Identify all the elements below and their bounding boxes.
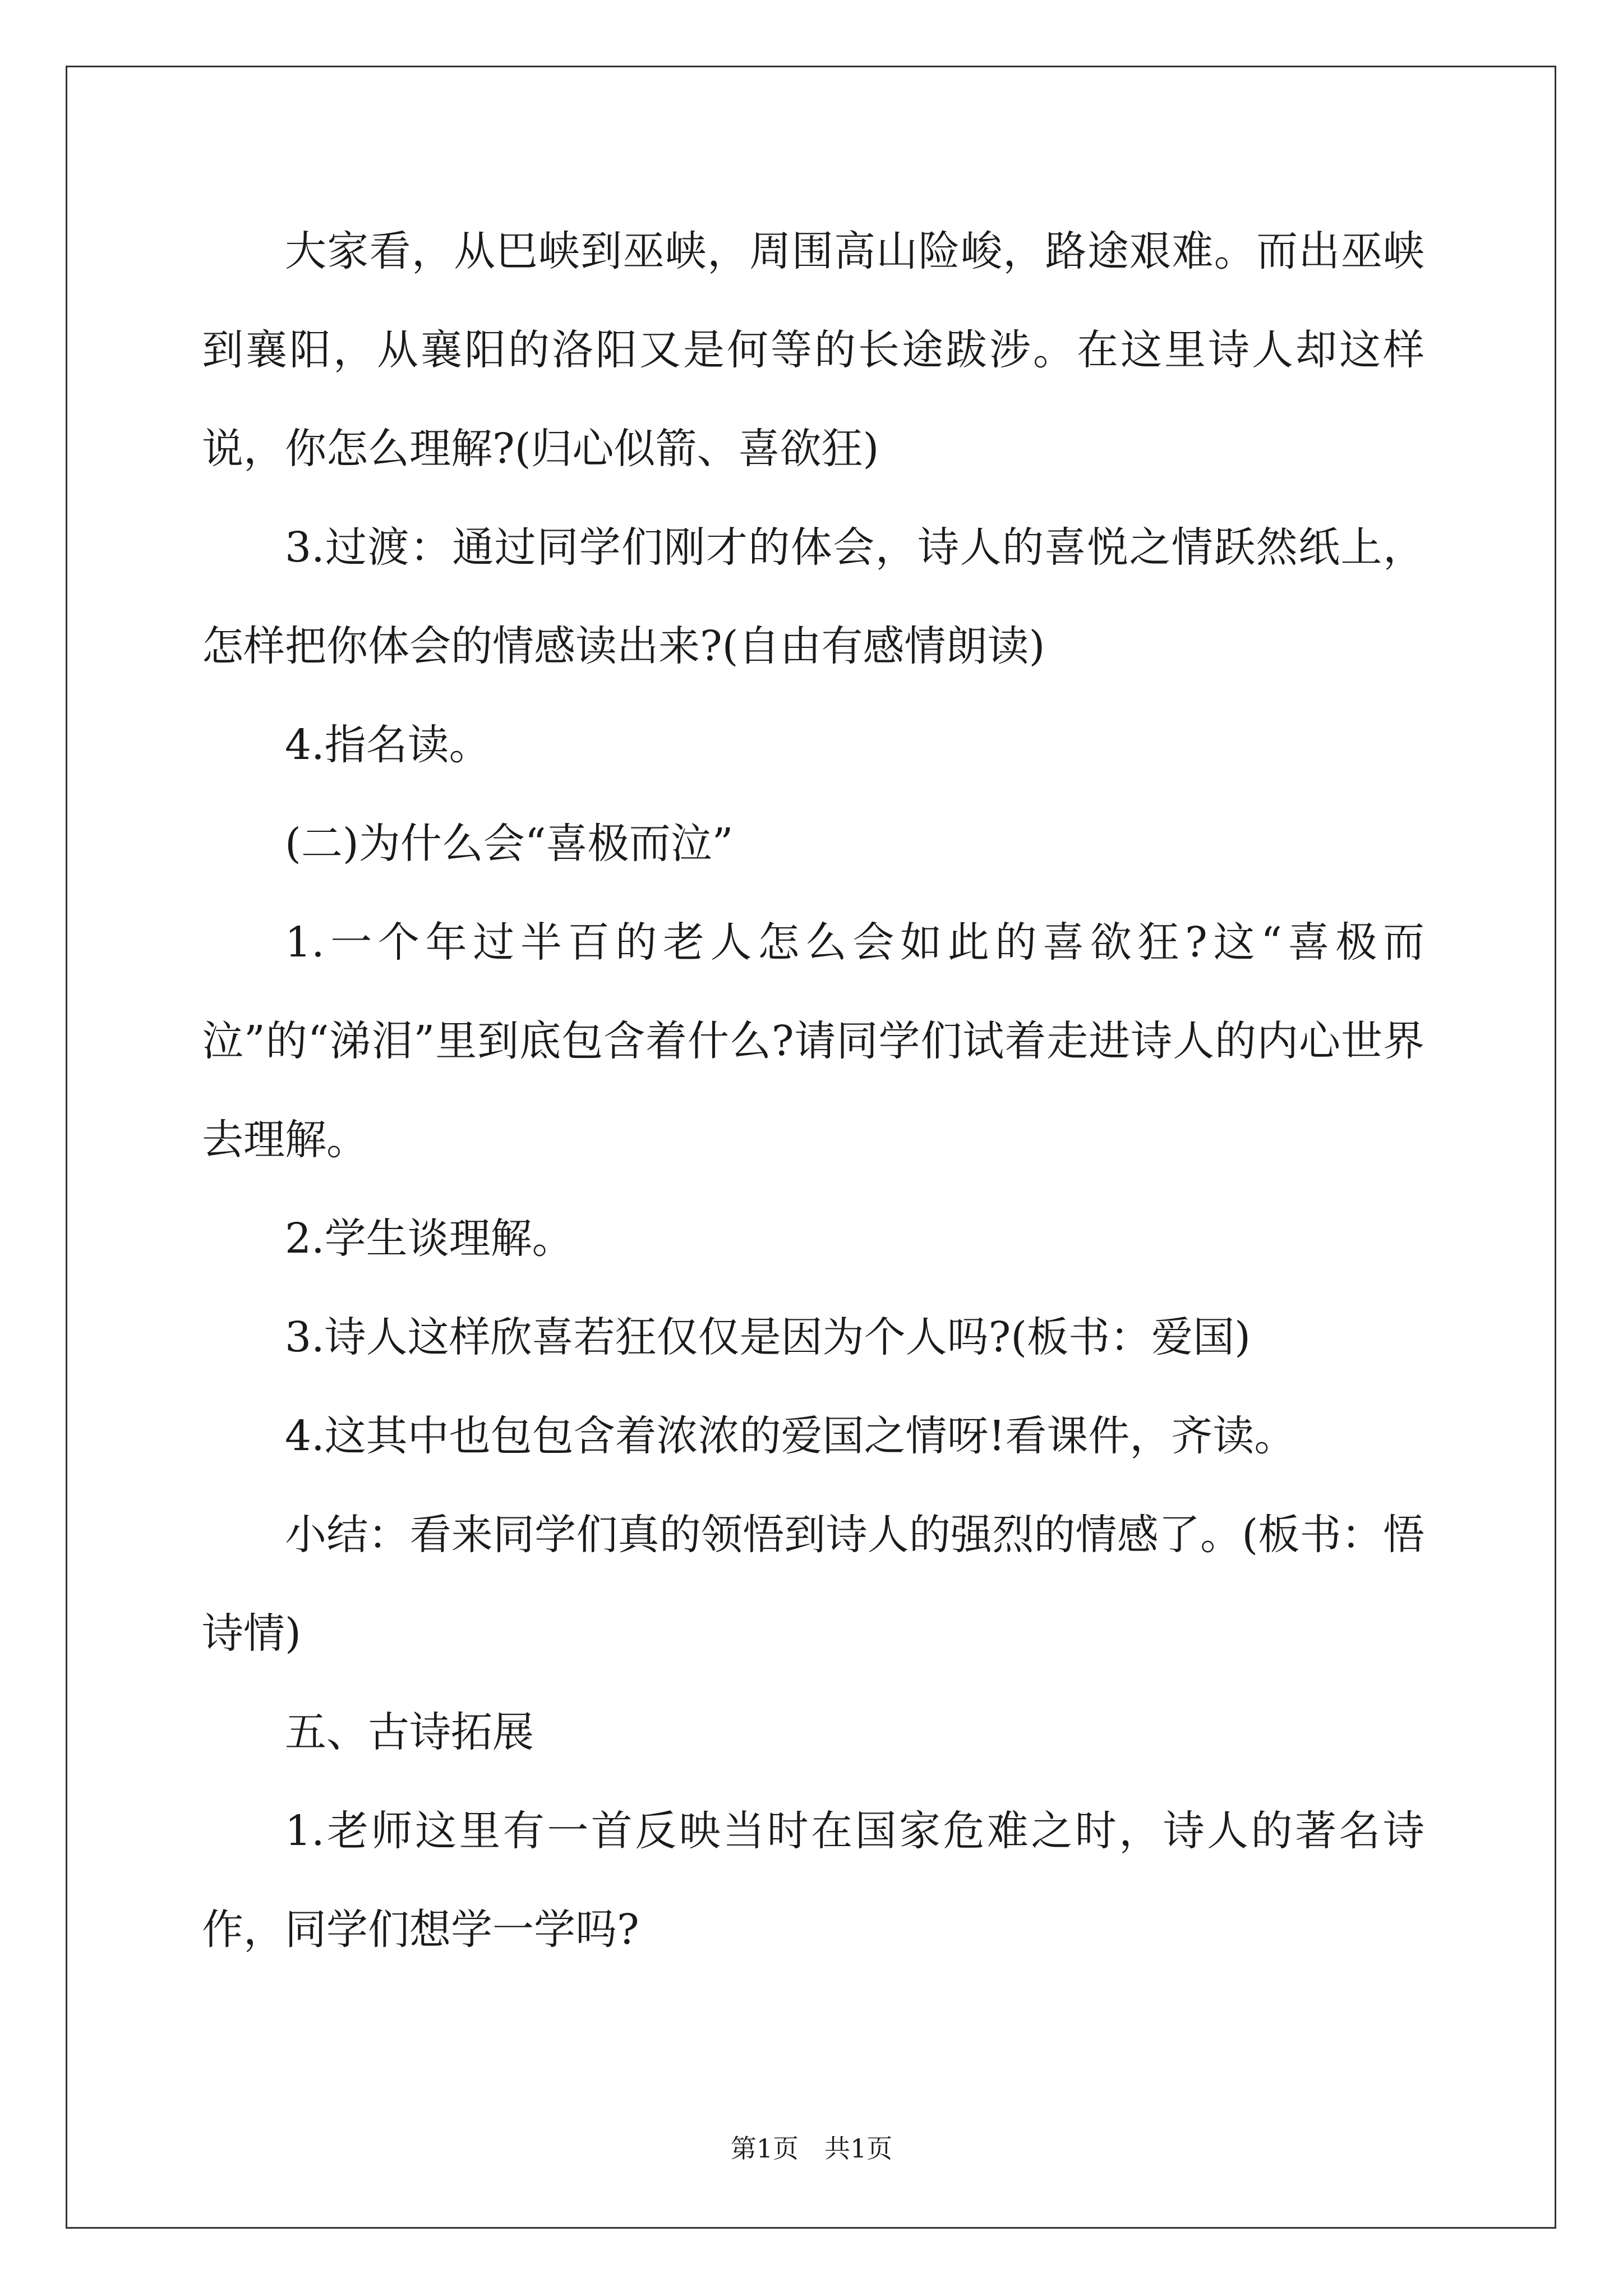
paragraph: 2.学生谈理解。 bbox=[285, 1214, 574, 1263]
paragraph: 大家看，从巴峡到巫峡，周围高山险峻，路途艰难。而出巫峡到襄阳，从襄阳的洛阳又是何等的长途跋涉。在这里诗人却这样说，你怎么理解?(归心似箭、喜欲狂) bbox=[202, 227, 1424, 473]
paragraph: 1.一个年过半百的老人怎么会如此的喜欲狂?这“喜极而泣”的“涕泪”里到底包含着什么?请同学们试着走进诗人的内心世界去理解。 bbox=[202, 918, 1424, 1164]
paragraph: 4.指名读。 bbox=[285, 721, 491, 769]
paragraph: 1.老师这里有一首反映当时在国家危难之时，诗人的著名诗作，同学们想学一学吗? bbox=[202, 1807, 1424, 1954]
section-heading: 五、古诗拓展 bbox=[285, 1708, 534, 1756]
summary-paragraph: 小结：看来同学们真的领悟到诗人的强烈的情感了。(板书：悟诗情) bbox=[202, 1511, 1424, 1658]
page-number-footer: 第1页 共1页 bbox=[730, 2133, 893, 2164]
document-body bbox=[202, 202, 1424, 1979]
paragraph: 3.过渡：通过同学们刚才的体会，诗人的喜悦之情跃然纸上，怎样把你体会的情感读出来?(自由有感情朗读) bbox=[202, 523, 1424, 670]
paragraph: 4.这其中也包包含着浓浓的爱国之情呀!看课件，齐读。 bbox=[285, 1412, 1296, 1460]
section-heading: (二)为什么会“喜极而泣” bbox=[285, 820, 734, 868]
paragraph: 3.诗人这样欣喜若狂仅仅是因为个人吗?(板书：爱国) bbox=[285, 1313, 1251, 1361]
